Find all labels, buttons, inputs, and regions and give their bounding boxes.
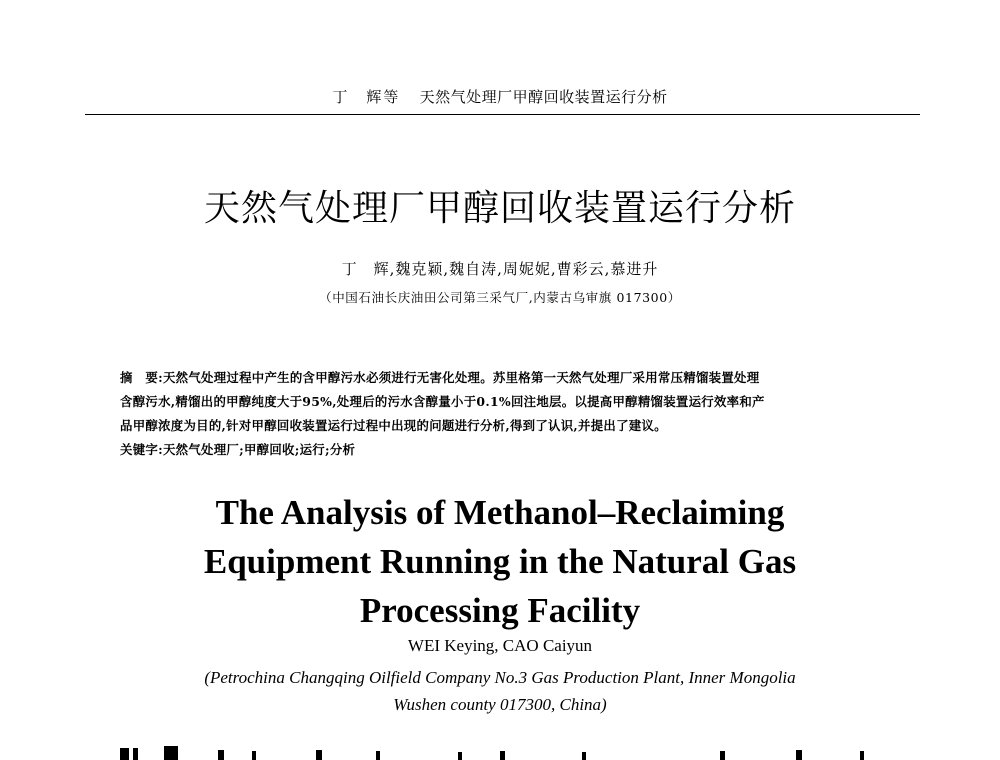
- abstract-line-2: 含醇污水,精馏出的甲醇纯度大于95%,处理后的污水含醇量小于0.1%回注地层。以提高甲醇精馏装置运行效率和产: [120, 394, 765, 409]
- english-title-line-2: Equipment Running in the Natural Gas: [203, 542, 797, 581]
- english-affiliation: [0, 664, 1000, 718]
- cropped-text-fragments: [120, 742, 890, 760]
- keywords-text: 天然气处理厂;甲醇回收;运行;分析: [162, 442, 356, 457]
- chinese-title: 天然气处理厂甲醇回收装置运行分析: [203, 188, 796, 229]
- english-affiliation-line-1: (Petrochina Changqing Oilfield Company No.3 Gas Production Plant, Inner Mongolia: [204, 668, 796, 687]
- keywords-line: [120, 438, 890, 462]
- chinese-affiliation: （中国石油长庆油田公司第三采气厂,内蒙古乌审旗 017300）: [319, 290, 681, 305]
- abstract-label: 摘 要:: [120, 370, 163, 385]
- abstract-text-1: 天然气处理过程中产生的含甲醇污水必须进行无害化处理。苏里格第一天然气处理厂采用常压精馏装置处理: [162, 370, 760, 385]
- abstract-line-1: [120, 366, 890, 390]
- english-title-line-1: The Analysis of Methanol–Reclaiming: [215, 493, 785, 532]
- cropped-text-line: [120, 742, 890, 760]
- running-header-authors: 丁 辉等: [332, 88, 401, 106]
- english-authors: WEI Keying, CAO Caiyun: [407, 636, 593, 655]
- running-header: [85, 86, 915, 107]
- english-affiliation-line-2: Wushen county 017300, China): [393, 695, 607, 714]
- keywords-label: 关键字:: [120, 442, 163, 457]
- abstract-line-3: 品甲醇浓度为目的,针对甲醇回收装置运行过程中出现的问题进行分析,得到了认识,并提出了建议。: [120, 418, 667, 433]
- running-header-title: 天然气处理厂甲醇回收装置运行分析: [419, 88, 668, 106]
- chinese-authors: 丁 辉,魏克颖,魏自涛,周妮妮,曹彩云,慕进升: [341, 260, 659, 278]
- english-title: [0, 488, 1000, 635]
- abstract-block: [120, 366, 890, 462]
- english-title-line-3: Processing Facility: [359, 591, 641, 630]
- header-rule: [85, 114, 920, 115]
